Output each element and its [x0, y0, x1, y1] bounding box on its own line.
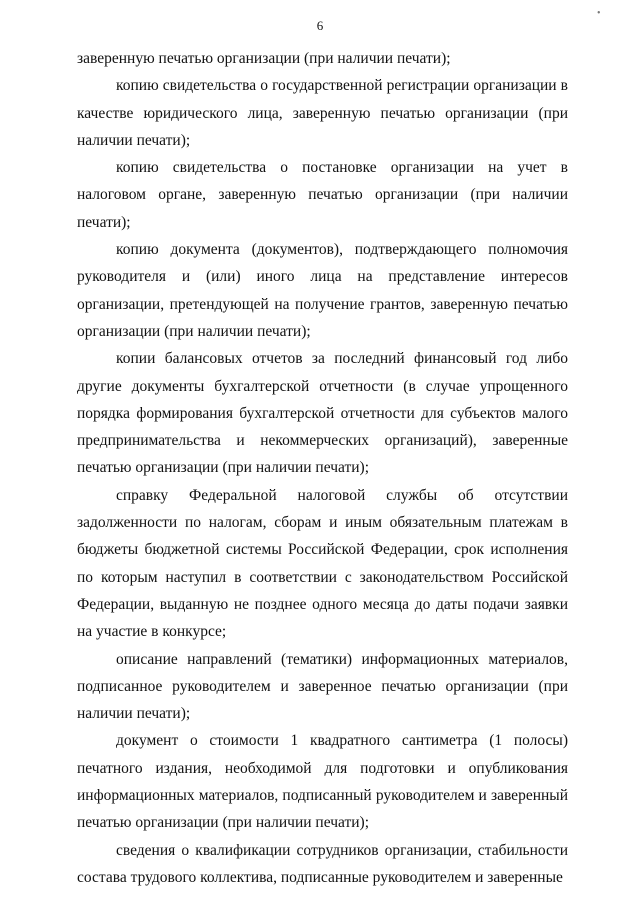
corner-mark: • — [597, 8, 601, 19]
document-body — [77, 45, 568, 891]
paragraph-print-cost: документ о стоимости 1 квадратного сантиметра (1 полосы) печатного издания, необходимой для подготовки и опубликования информационных материалов, подписанный руководителем и заверенный печатью организации (при наличии печати); — [77, 732, 568, 832]
paragraph-tax-registration: копию свидетельства о постановке организации на учет в налоговом органе, заверенную печатью организации (при наличии печати); — [77, 159, 568, 231]
paragraph-continuation: заверенную печатью организации (при наличии печати); — [77, 50, 451, 67]
paragraph-balance-reports: копии балансовых отчетов за последний финансовый год либо другие документы бухгалтерской отчетности (в случае упрощенного порядка формирования бухгалтерской отчетности для субъектов малого предпринимательства и некоммерческих организаций), заверенные печатью организации (при наличии печати); — [77, 350, 568, 477]
page-number: 6 — [316, 18, 324, 33]
paragraph-staff-qualification: сведения о квалификации сотрудников организации, стабильности состава трудового коллектива, подписанные руководителем и заверенные — [77, 841, 568, 886]
paragraph-tax-certificate: справку Федеральной налоговой службы об отсутствии задолженности по налогам, сборам и иным обязательным платежам в бюджеты бюджетной системы Российской Федерации, срок исполнения по которым наступил в соответствии с законодательством Российской Федерации, выданную не позднее одного месяца до даты подачи заявки на участие в конкурсе; — [77, 486, 568, 641]
paragraph-registration-certificate: копию свидетельства о государственной регистрации организации в качестве юридического лица, заверенную печатью организации (при наличии печати); — [77, 77, 568, 149]
paragraph-authority-document: копию документа (документов), подтверждающего полномочия руководителя и (или) иного лица на представление интересов организации, претендующей на получение грантов, заверенную печатью организации (при наличии печати); — [77, 241, 568, 340]
paragraph-materials-description: описание направлений (тематики) информационных материалов, подписанное руководителем и заверенное печатью организации (при наличии печати); — [77, 650, 568, 723]
